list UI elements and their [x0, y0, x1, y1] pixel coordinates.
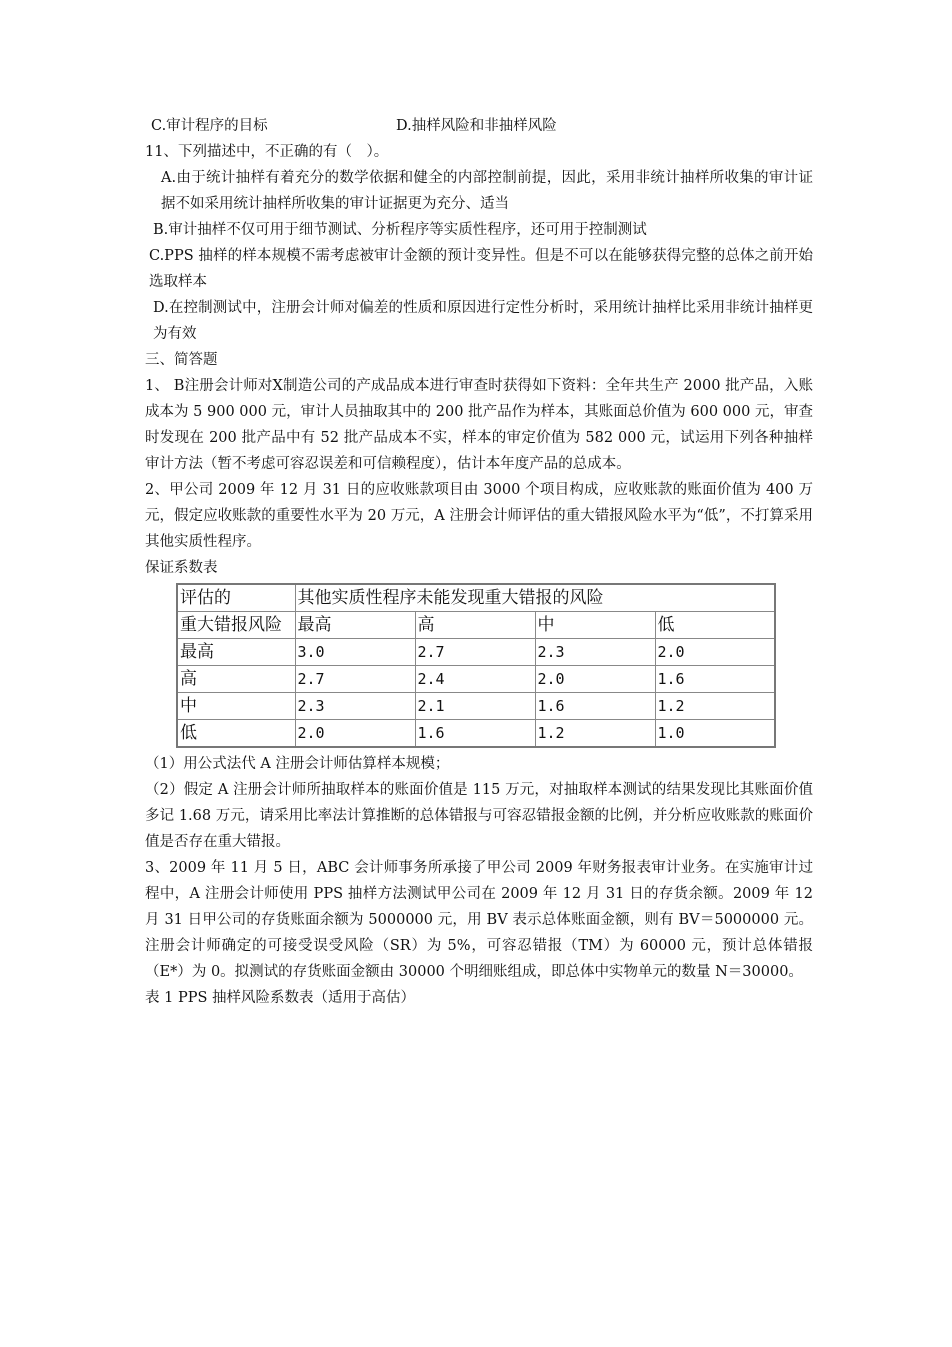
table-header-row	[177, 612, 775, 639]
row-label: 中	[177, 693, 295, 720]
table-cell: 1.6	[535, 693, 655, 720]
question-11-option-a: A.由于统计抽样有着充分的数学依据和健全的内部控制前提，因此，采用非统计抽样所收集的审计证据不如采用统计抽样所收集的审计证据更为充分、适当	[161, 170, 813, 212]
section-heading: 三、简答题	[145, 352, 218, 368]
row-label: 最高	[177, 639, 295, 666]
table-header-row	[177, 584, 775, 612]
table-cell: 3.0	[295, 639, 415, 666]
table-1-title: 表 1 PPS 抽样风险系数表（适用于高估）	[145, 990, 415, 1006]
table-cell: 2.3	[535, 639, 655, 666]
table-corner-bottom: 重大错报风险	[177, 612, 295, 639]
question-3-text: 3、2009 年 11 月 5 日，ABC 会计师事务所承接了甲公司 2009 年财务报表审计业务。在实施审计过程中，A 注册会计师使用 PPS 抽样方法测试甲公司在 2009 年 12 月 31 日的存货余额。2009 年 12 月 31 日甲公司的存货账面余额为 5000000 元，用 BV 表示总体账面金额，则有 BV＝5000000 元。注册会计师确定的可接受误受风险（SR）为 5%，可容忍错报（TM）为 60000 元，预计总体错报（E*）为 0。拟测试的存货账面金额由 30000 个明细账组成，即总体中实物单元的数量 N＝30000。	[145, 860, 813, 980]
column-header: 中	[535, 612, 655, 639]
table-cell: 1.6	[415, 720, 535, 748]
option-c: C.审计程序的目标	[151, 118, 268, 134]
table-cell: 2.7	[295, 666, 415, 693]
table-corner-top: 评估的	[177, 584, 295, 612]
table-row	[177, 639, 775, 666]
column-header: 低	[655, 612, 775, 639]
table-cell: 2.1	[415, 693, 535, 720]
table-cell: 1.0	[655, 720, 775, 748]
table-cell: 1.6	[655, 666, 775, 693]
table-row	[177, 693, 775, 720]
table-cell: 1.2	[535, 720, 655, 748]
table-cell: 2.4	[415, 666, 535, 693]
table-row	[177, 720, 775, 748]
table-cell: 2.0	[295, 720, 415, 748]
column-header: 高	[415, 612, 535, 639]
row-label: 高	[177, 666, 295, 693]
assurance-factor-table	[176, 583, 776, 748]
question-11-option-b: B.审计抽样不仅可用于细节测试、分析程序等实质性程序，还可用于控制测试	[153, 222, 647, 238]
table-cell: 2.0	[535, 666, 655, 693]
table-cell: 1.2	[655, 693, 775, 720]
question-2-sub-2: （2）假定 A 注册会计师所抽取样本的账面价值是 115 万元，对抽取样本测试的结果发现比其账面价值多记 1.68 万元，请采用比率法计算推断的总体错报与可容忍错报金额的比例，并分析应收账款的账面价值是否存在重大错报。	[145, 782, 813, 850]
option-d: D.抽样风险和非抽样风险	[396, 118, 557, 134]
question-2-text: 2、甲公司 2009 年 12 月 31 日的应收账款项目由 3000 个项目构成，应收账款的账面价值为 400 万元，假定应收账款的重要性水平为 20 万元，A 注册会计师评估的重大错报风险水平为“低”，不打算采用其他实质性程序。	[145, 482, 813, 550]
table-cell: 2.3	[295, 693, 415, 720]
table-cell: 2.7	[415, 639, 535, 666]
table-group-header: 其他实质性程序未能发现重大错报的风险	[295, 584, 775, 612]
column-header: 最高	[295, 612, 415, 639]
table-row	[177, 666, 775, 693]
question-1-text: 1、 B注册会计师对X制造公司的产成品成本进行审查时获得如下资料：全年共生产 2000 批产品，入账成本为 5 900 000 元，审计人员抽取其中的 200 批产品作为样本，其账面总价值为 600 000 元，审查时发现在 200 批产品中有 52 批产品成本不实，样本的审定价值为 582 000 元，试运用下列各种抽样审计方法（暂不考虑可容忍误差和可信赖程度），估计本年度产品的总成本。	[145, 378, 813, 472]
table-title: 保证系数表	[145, 560, 218, 576]
question-11-option-d: D.在控制测试中，注册会计师对偏差的性质和原因进行定性分析时，采用统计抽样比采用非统计抽样更为有效	[153, 300, 813, 342]
previous-options	[145, 113, 813, 139]
question-11-option-c: C.PPS 抽样的样本规模不需考虑被审计金额的预计变异性。但是不可以在能够获得完整的总体之前开始选取样本	[149, 248, 813, 290]
question-2-sub-1: （1）用公式法代 A 注册会计师估算样本规模；	[145, 756, 450, 772]
document-page	[145, 113, 813, 1011]
question-11-stem: 11、下列描述中，不正确的有（ ）。	[145, 144, 389, 160]
table-cell: 2.0	[655, 639, 775, 666]
row-label: 低	[177, 720, 295, 748]
